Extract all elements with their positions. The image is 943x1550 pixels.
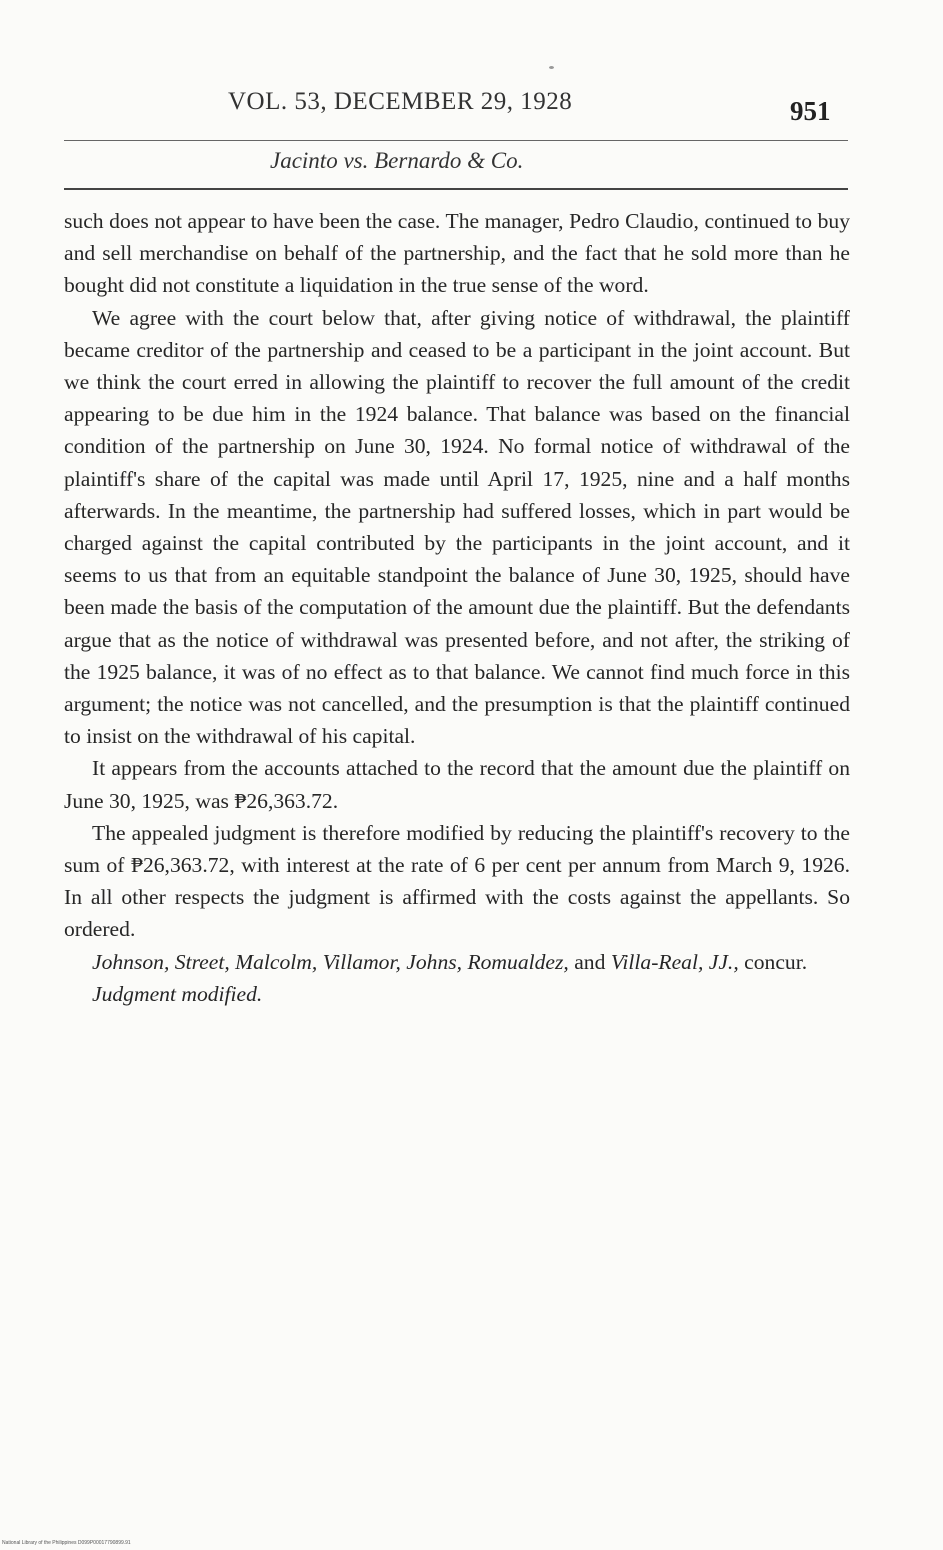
opinion-body <box>64 205 850 1010</box>
concurrence-line <box>64 946 850 978</box>
running-title: Jacinto vs. Bernardo & Co. <box>270 148 524 173</box>
disposition: Judgment modified. <box>92 981 263 1006</box>
paragraph-amount-due: It appears from the accounts attached to the record that the amount due the plaintiff on June 30, 1925, was ₱26,363.72. <box>64 756 850 813</box>
concurrence-connector: and <box>574 949 606 974</box>
paragraph-withdrawal-analysis: We agree with the court below that, after giving notice of withdrawal, the plaintiff became creditor of the partnership and ceased to be a participant in the joint account. But we think the court erred in allowing the plaintiff to recover the full amount of the credit appearing to be due him in the 1924 balance. That balance was based on the financial condition of the partnership on June 30, 1924. No formal notice of withdrawal of the plaintiff's share of the capital was made until April 17, 1925, nine and a half months afterwards. In the meantime, the partnership had suffered losses, which in part would be charged against the capital contributed by the participants in the joint account, and it seems to us that from an equitable standpoint the balance of June 30, 1925, should have been made the basis of the computation of the amount due the plaintiff. But the defendants argue that as the notice of withdrawal was presented before, and not after, the striking of the 1925 balance, it was of no effect as to that balance. We cannot find much force in this argument; the notice was not cancelled, and the presumption is that the plaintiff continued to insist on the withdrawal of his capital. <box>64 305 850 749</box>
concurrence-verb: concur. <box>744 949 808 974</box>
concurring-justices: Johnson, Street, Malcolm, Villamor, Johns, Romualdez, <box>92 949 569 974</box>
paragraph-continuation: such does not appear to have been the case. The manager, Pedro Claudio, continued to buy and sell merchandise on behalf of the partnership, and the fact that he sold more than he bought did not constitute a liquidation in the true sense of the word. <box>64 209 850 298</box>
paragraph-judgment: The appealed judgment is therefore modified by reducing the plaintiff's recovery to the sum of ₱26,363.72, with interest at the rate of 6 per cent per annum from March 9, 1926. In all other respects the judgment is affirmed with the costs against the appellants. So ordered. <box>64 820 850 942</box>
volume-date-header: VOL. 53, DECEMBER 29, 1928 <box>228 88 573 115</box>
ink-smudge <box>549 66 554 69</box>
page-number: 951 <box>790 96 831 126</box>
header-rule-bottom <box>64 188 848 190</box>
last-justice: Villa-Real, JJ., <box>610 949 739 974</box>
header-rule-top <box>64 140 848 141</box>
footer-source: National Library of the Philippines D099P00017790899.91 <box>2 1540 131 1546</box>
